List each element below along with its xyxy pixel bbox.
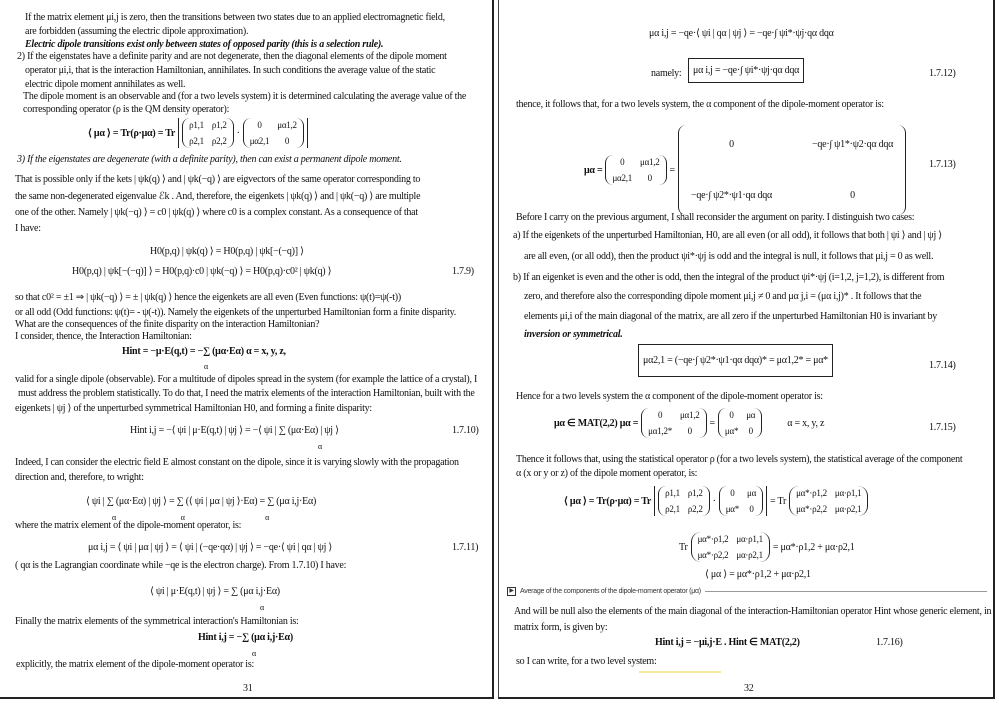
text-line: What are the consequences of the finite disparity on the interaction Hamiltonian?: [15, 319, 320, 330]
page-number: 32: [744, 683, 754, 694]
text-line: thence, it follows that, for a two levels system, the α component of the dipole-moment operator is:: [516, 99, 884, 110]
region-label: Average of the components of the dipole-moment operator (μα): [520, 588, 701, 595]
eq-text: ⟨ μα ⟩ = Tr(ρ·μα) = Tr: [564, 495, 652, 507]
text-line: α (x or y or z) of the dipole moment operator, is:: [516, 468, 698, 479]
cell: 0: [730, 488, 735, 498]
eq-text: H0(p,q) | ψk(q) ⟩ = H0(p,q) | ψk[−(−q)] ⟩: [150, 246, 304, 257]
matrix: [718, 408, 762, 438]
cell: μα*·ρ2,2: [796, 504, 827, 514]
text-line: so that c0² = ±1 ⇒ | ψk(−q) ⟩ = ± | ψk(q) ⟩ hence the eigenkets are all even (Even functions: ψ(t)=ψ(-t)): [15, 292, 401, 303]
cell: ρ1,1: [665, 488, 680, 498]
eq-text: ⟨ ψi | ∑ (μα·Eα) | ψj ⟩ = ∑ (⟨ ψi | μα | ψj ⟩·Eα) = ∑ (μα i,j·Eα): [86, 496, 317, 507]
text-line: Thence it follows that, using the statistical operator ρ (for a two levels system), the statistical average of the component: [516, 454, 963, 465]
highlight-mark: [639, 671, 721, 673]
text-line: so I can write, for a two level system:: [516, 656, 657, 667]
namely-label: namely:: [651, 68, 682, 79]
equation-average: [564, 486, 868, 516]
text-line: one of the other. Namely | ψk(−q) ⟩ = c0 | ψk(q) ⟩ where c0 is a complex constant. As a consequence of that: [15, 207, 418, 218]
equation-trace: [679, 532, 855, 562]
equation-number: 1.7.15): [929, 422, 956, 433]
cell: μα2,1: [612, 173, 632, 183]
text-line: Finally the matrix elements of the symmetrical interaction's Hamiltonian is:: [15, 616, 299, 627]
eq-text: Hint i,j = −∑ (μα i,j·Eα): [198, 632, 293, 643]
text-line: where the matrix element of the dipole-moment operator, is:: [15, 520, 242, 531]
equation-number: 1.7.10): [452, 425, 479, 436]
equation-number: 1.7.9): [452, 266, 474, 277]
eq-text: H0(p,q) | ψk[−(−q)] ⟩ = H0(p,q)·c0 | ψk(−q) ⟩ = H0(p,q)·c0² | ψk(q) ⟩: [72, 266, 332, 277]
text-line: explicitly, the matrix element of the dipole-moment operator is:: [16, 659, 254, 670]
equation-hint-ij: [130, 425, 339, 436]
eq-text: Hint i,j = −⟨ ψi | μ·E(q,t) | ψj ⟩ = −⟨ ψi | ∑ (μα·Eα) | ψj ⟩: [130, 425, 339, 436]
cell: μα1,2: [640, 157, 660, 167]
text-line: Indeed, I can consider the electric field E almost constant on the dipole, since it is varying slowly with the propagation: [15, 457, 459, 468]
equation-number: 1.7.13): [929, 159, 956, 170]
cell: μα1,2*: [648, 426, 672, 436]
text-line: corresponding operator (ρ is the QM density operator):: [23, 104, 230, 115]
page-32: [498, 0, 995, 699]
text-line: Before I carry on the previous argument, I shall reconsider the argument on parity. I distinguish two cases:: [516, 212, 915, 223]
eq-text: ⟨ ψi | μ·E(q,t) | ψj ⟩ = ∑ (μα i,j·Eα): [150, 586, 280, 597]
text-line: inversion or symmetrical.: [524, 329, 623, 340]
cell: μα1,2: [679, 410, 700, 420]
eq-text: Hint i,j = −μi,j·E . Hint ∈ MAT(2,2): [655, 637, 800, 648]
equation-16: [655, 637, 800, 648]
equation-sum: [86, 496, 316, 507]
text-line: are forbidden (assuming the electric dipole approximation).: [25, 26, 249, 37]
text-line: That is possible only if the kets | ψk(q) ⟩ and | ψk(−q) ⟩ are eigvectors of the same operator corresponding to: [15, 174, 421, 185]
eq-text: ⟨ μα ⟩ = μα*·ρ1,2 + μα·ρ2,1: [705, 569, 811, 580]
cell: ρ2,1: [665, 504, 680, 514]
eq-text: Hint = −μ·E(q,t) = −∑ (μα·Eα) α = x, y, z,: [122, 346, 286, 357]
text-line: I consider, thence, the Interaction Hamiltonian:: [15, 331, 192, 342]
cell: ρ2,2: [687, 504, 703, 514]
cell: 0: [284, 136, 290, 146]
cell: 0: [729, 410, 734, 420]
cell: μα2,1: [249, 136, 270, 146]
cell: μα·ρ1,1: [736, 534, 763, 544]
text-line: valid for a single dipole (observable). For a multitude of dipoles spread in the system (for example the lattice of a crystal), I: [15, 374, 478, 385]
cell: 0: [647, 173, 652, 183]
sum-index: α α α: [112, 513, 270, 522]
cell: −qe·∫ ψ2*·ψ1·qα dqα: [690, 190, 772, 201]
cell: μα·ρ2,1: [736, 550, 763, 560]
boxed-equation: [638, 344, 833, 377]
equation-number: 1.7.16): [876, 637, 903, 648]
equation-h0-b: [72, 266, 331, 277]
text-line: ( qα is the Lagrangian coordinate while −qe is the electron charge). From 1.7.10) I have:: [15, 560, 347, 571]
cell: μα1,2: [277, 120, 297, 130]
equation-final: [198, 632, 293, 643]
region-divider: [705, 591, 987, 592]
equation-h0-a: [150, 246, 304, 257]
equation-mu: [88, 542, 332, 553]
cell: μα*·ρ1,2: [796, 488, 827, 498]
sum-index: α: [318, 442, 322, 451]
eq-text: = μα*·ρ1,2 + μα·ρ2,1: [772, 541, 855, 553]
text-line: 2) If the eigenstates have a definite parity and are not degenerate, then the diagonal elements of the dipole moment: [17, 51, 447, 62]
eq-text: = Tr: [770, 495, 787, 507]
page-number: 31: [243, 683, 253, 694]
expand-triangle-icon[interactable]: ▶: [507, 587, 516, 596]
matrix-integrals: [678, 125, 906, 215]
sum-index: α: [204, 362, 208, 371]
eq-text: μα i,j = ⟨ ψi | μα | ψj ⟩ = ⟨ ψi | (−qe·qα) | ψj ⟩ = −qe·⟨ ψi | qα | ψj ⟩: [88, 542, 333, 553]
cell: μα·ρ1,1: [834, 488, 862, 498]
text-line: I have:: [15, 223, 41, 234]
cell: ρ1,2: [687, 488, 703, 498]
collapsed-region[interactable]: [507, 587, 987, 596]
page-31: [0, 0, 494, 699]
text-line: direction and, therefore, to wright:: [15, 472, 144, 483]
matrix-mu: [719, 486, 763, 516]
eq-text: μα2,1 = (−qe·∫ ψ2*·ψ1·qα dqα)* = μα1,2* = μα*: [643, 355, 828, 366]
equation-result: [705, 569, 811, 580]
equation-hint: [122, 346, 286, 357]
eq-text: Tr: [679, 541, 688, 553]
cell: −qe·∫ ψ1*·ψ2·qα dqα: [812, 139, 894, 150]
eq-text: μα i,j = −qe·∫ ψi*·ψj·qα dqα: [693, 65, 800, 76]
matrix-mu: [243, 118, 304, 148]
text-line: zero, and therefore also the corresponding dipole moment μi,j ≠ 0 and μα j,i = (μα i,j)* . It follows that the: [524, 291, 922, 302]
matrix-rho: [182, 118, 234, 148]
equation-number: 1.7.14): [929, 360, 956, 371]
cell: μα*: [725, 504, 739, 514]
cell: ρ1,2: [211, 120, 227, 130]
cell: μα·ρ2,1: [834, 504, 862, 514]
text-line: elements μi,i of the main diagonal of the matrix, are all zero if the unperturbed Hamiltonian H0 is invariant by: [524, 311, 938, 322]
matrix-small: [605, 155, 666, 185]
sum-index: α: [252, 649, 256, 658]
cell: ρ2,2: [211, 136, 227, 146]
cell: 0: [748, 426, 753, 436]
equation-15: μα ∈ MAT(2,2) μα = 0 μα1,2 μα1,2* 0 = 0 μα μα* 0 α = x, y, z: [554, 410, 825, 436]
bracket: ρ1,1 ρ1,2 ρ2,1 ρ2,2 · 0 μα μα* 0: [654, 486, 767, 516]
text-line: are all even, (or all odd), then the product ψi*·ψj is odd and the integral is null, it follows that μi,j = 0 as well.: [524, 251, 934, 262]
cell: 0: [620, 157, 625, 167]
cell: 0: [257, 120, 262, 130]
boxed-equation: [688, 58, 804, 83]
eq-text: α = x, y, z: [787, 417, 825, 429]
text-line: must address the problem statistically. To do that, I need the matrix elements of the interaction Hamiltonian, built with the: [18, 388, 475, 399]
text-line: or all odd (Odd functions: ψ(t)= - ψ(-t)). Namely the eigenkets of the unperturbed Hamiltonian form a finite disparity.: [15, 307, 456, 318]
equation-number: 1.7.12): [929, 68, 956, 79]
selection-rule: Electric dipole transitions exist only between states of opposed parity (this is a selection rule).: [25, 39, 384, 50]
cell: μα: [746, 410, 756, 420]
text-line: a) If the eigenkets of the unperturbed Hamiltonian, H0, are all even (or all odd), it follows that both | ψi ⟩ and | ψj ⟩: [513, 230, 942, 241]
cell: μα*: [724, 426, 739, 436]
equation-matrix: μα = 0 μα1,2 μα2,1 0 = 0 −qe·∫ ψ1*·ψ2·qα dqα −qe·∫ ψ2*·ψ1·qα dqα 0: [584, 125, 906, 215]
text-line: If the matrix element μi,j is zero, then the transitions between two states due to an applied electromagnetic field,: [25, 12, 445, 23]
equation-e: [150, 586, 280, 597]
text-line: And will be null also the elements of the main diagonal of the interaction-Hamiltonian operator Hint whose generic element, in: [514, 606, 992, 617]
cell: 0: [657, 410, 663, 420]
text-line: matrix form, is given by:: [514, 622, 608, 633]
eq-text: μα ∈ MAT(2,2) μα =: [554, 417, 639, 429]
cell: μα*·ρ1,2: [697, 534, 729, 544]
matrix: [641, 408, 706, 438]
cell: 0: [729, 139, 734, 150]
eq-text: ⟨ μα ⟩ = Tr(ρ·μα) = Tr: [88, 127, 176, 139]
eq-text: μα =: [584, 164, 603, 176]
matrix-result: [691, 532, 770, 562]
text-line: b) If an eigenket is even and the other is odd, then the integral of the product ψi*·ψj (i=1,2, j=1,2), is different from: [513, 272, 945, 283]
cell: μα: [747, 488, 757, 498]
text-line: Hence for a two levels system the α component of the dipole-moment operator is:: [516, 391, 823, 402]
cell: ρ1,1: [189, 120, 204, 130]
equation-average: [88, 118, 308, 148]
text-line: the same non-degenerated eigenvalue ℰk . And, therefore, the eigenkets | ψk(q) ⟩ and | ψk(−q) ⟩ are multiple: [15, 191, 421, 202]
equation-number: 1.7.11): [452, 542, 479, 553]
matrix-result: [789, 486, 868, 516]
text-line: electric dipole moment annihilates as well.: [25, 79, 186, 90]
sum-index: α: [260, 603, 264, 612]
text-line: operator μi,i, that is the interaction Hamiltonian, annihilates. In such conditions the average value of the static: [25, 65, 436, 76]
cell: μα*·ρ2,2: [697, 550, 729, 560]
text-line: The dipole moment is an observable and (for a two levels system) it is determined calculating the average value of the: [23, 91, 467, 102]
equation-top: [649, 28, 834, 39]
cell: 0: [687, 426, 692, 436]
cell: ρ2,1: [189, 136, 204, 146]
cell: 0: [850, 190, 855, 201]
cell: 0: [749, 504, 754, 514]
bracket: ρ1,1 ρ1,2 ρ2,1 ρ2,2 · 0 μα1,2 μα2,1 0: [178, 118, 308, 148]
matrix-rho: [658, 486, 710, 516]
eq-text: μα i,j = −qe·⟨ ψi | qα | ψj ⟩ = −qe·∫ ψi*·ψj·qα dqα: [649, 28, 834, 39]
text-line: eigenkets | ψj ⟩ of the unperturbed symmetrical Hamiltonian H0, and forming a finite disparity:: [15, 403, 372, 414]
text-line: 3) If the eigenstates are degenerate (with a definite parity), then can exist a permanent dipole moment.: [17, 154, 402, 165]
